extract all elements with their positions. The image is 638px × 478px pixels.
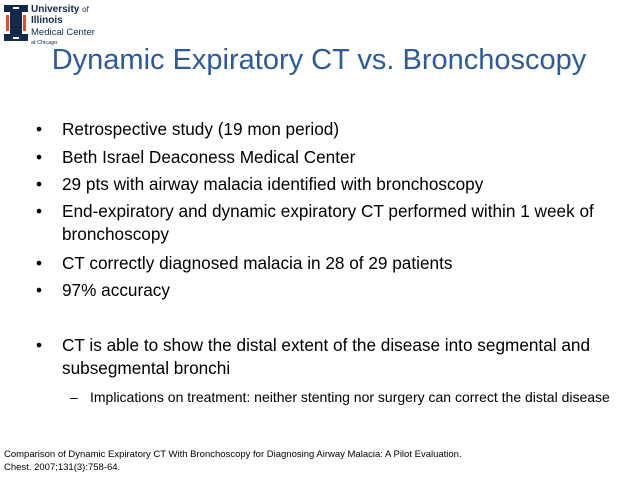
bullet-symbol: • xyxy=(36,280,43,300)
bullet-item xyxy=(36,200,610,246)
logo-of: of xyxy=(82,5,89,14)
bullet-symbol: • xyxy=(36,174,43,194)
logo-illinois: Illinois xyxy=(31,15,63,26)
citation-line-2: Chest. 2007;131(3):758-64. xyxy=(4,462,121,473)
bullet-item xyxy=(36,334,610,380)
logo-medical-center: Medical Center xyxy=(31,27,95,38)
bullet-text: CT correctly diagnosed malacia in 28 of 29 patients xyxy=(62,253,453,273)
bullet-item xyxy=(36,146,610,169)
citation-line-1: Comparison of Dynamic Expiratory CT With Bronchoscopy for Diagnosing Airway Malacia: A Pilot Evaluation. xyxy=(4,449,462,460)
bullet-text: Beth Israel Deaconess Medical Center xyxy=(62,147,356,167)
bullet-item xyxy=(36,252,610,275)
bullet-item xyxy=(36,118,610,141)
citation-footer xyxy=(4,448,462,474)
logo-university: University xyxy=(31,4,80,15)
bullet-symbol: • xyxy=(36,201,43,221)
bullet-text: 29 pts with airway malacia identified with bronchoscopy xyxy=(62,174,484,194)
logo-at-chicago: at Chicago xyxy=(31,39,58,46)
bullet-symbol: • xyxy=(36,335,43,355)
bullet-symbol: • xyxy=(36,119,43,139)
sub-bullet-symbol: – xyxy=(70,389,78,405)
sub-bullet-text: Implications on treatment: neither stenting nor surgery can correct the distal disease xyxy=(90,389,610,405)
bullet-symbol: • xyxy=(36,147,43,167)
bullet-item xyxy=(36,279,610,302)
slide-title: Dynamic Expiratory CT vs. Bronchoscopy xyxy=(51,44,587,76)
bullet-text: End-expiratory and dynamic expiratory CT performed within 1 week of bronchoscopy xyxy=(62,201,594,244)
sub-bullet-item xyxy=(70,388,610,407)
bullet-text: CT is able to show the distal extent of the disease into segmental and subsegmental bronchi xyxy=(62,335,591,378)
logo-wordmark xyxy=(31,5,95,46)
bullet-text: Retrospective study (19 mon period) xyxy=(62,119,340,139)
bullet-item xyxy=(36,173,610,196)
bullet-symbol: • xyxy=(36,253,43,273)
block-i-logo-icon xyxy=(4,5,28,41)
bullet-text: 97% accuracy xyxy=(62,280,170,300)
